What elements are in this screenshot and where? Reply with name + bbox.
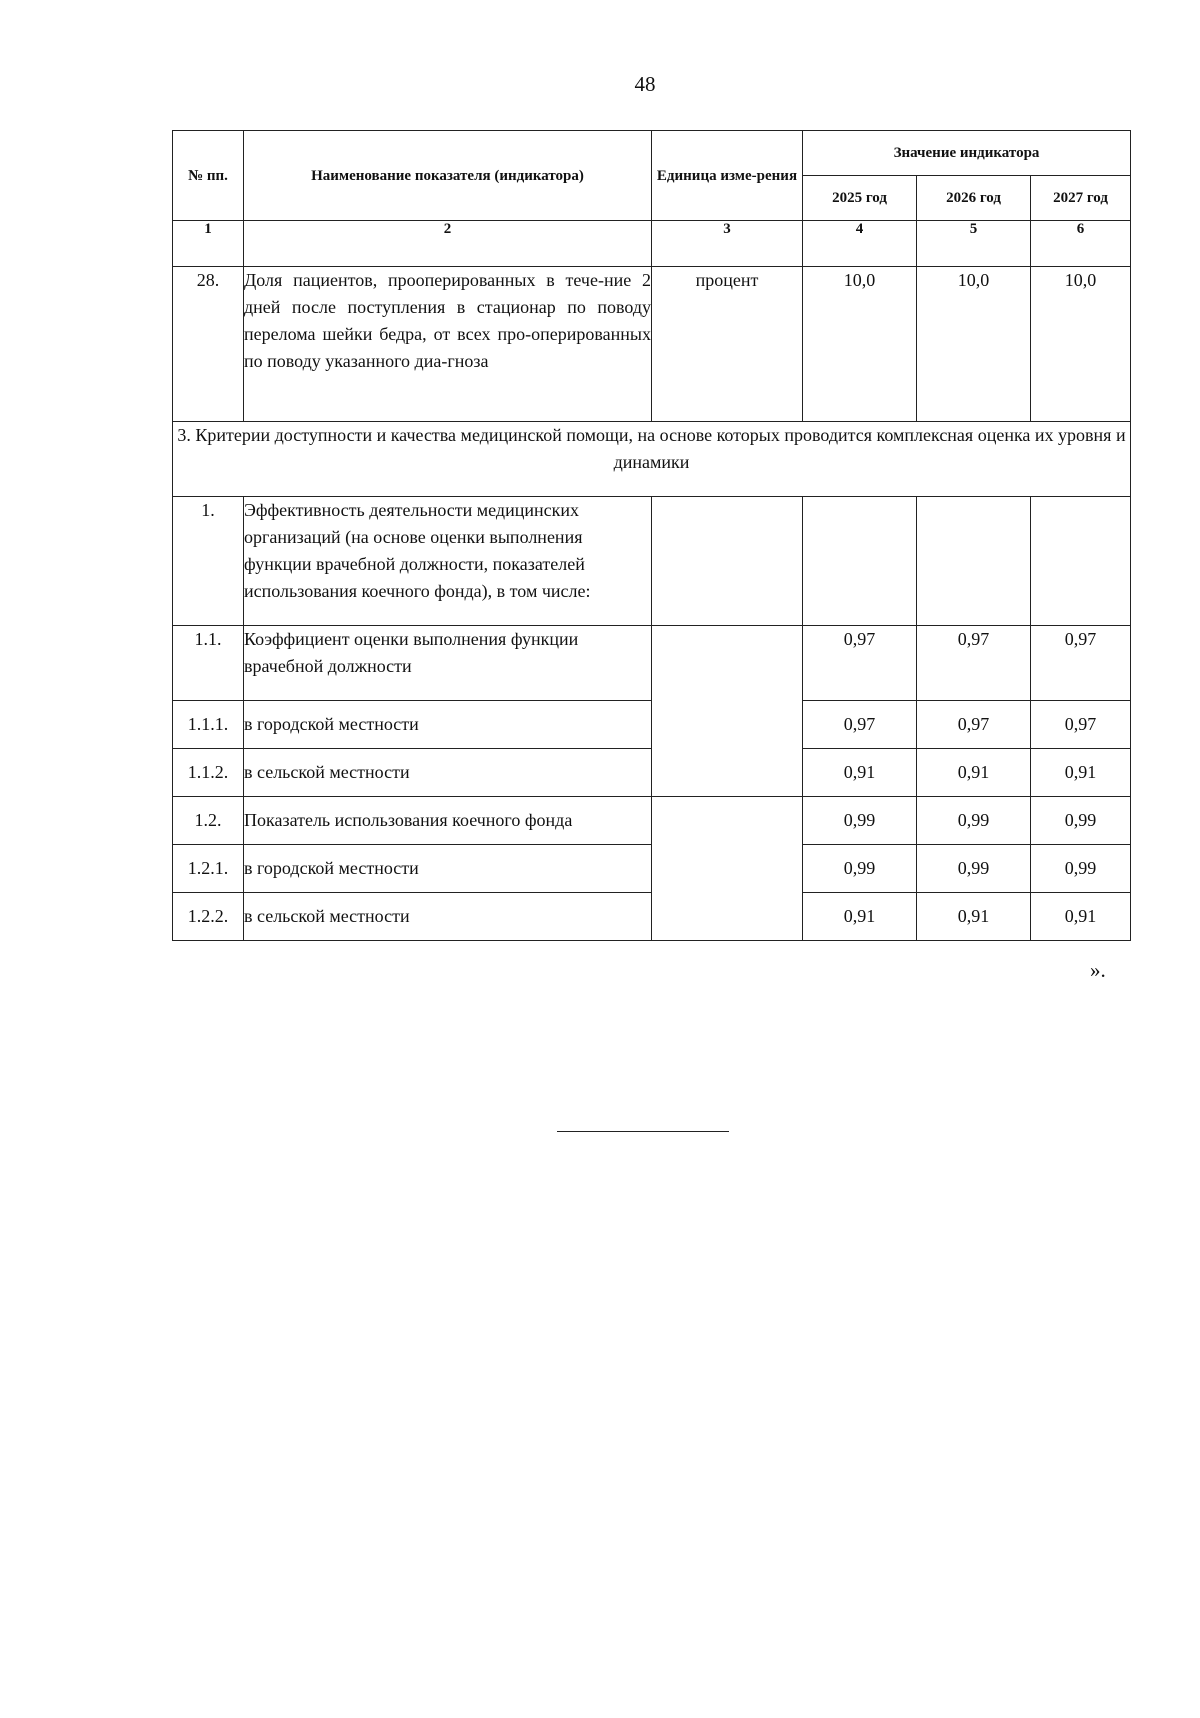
header-number: № пп. bbox=[173, 131, 244, 221]
row-indicator-name: в городской местности bbox=[244, 845, 652, 893]
header-indicator-value: Значение индикатора bbox=[803, 131, 1131, 176]
row-number: 1.1.1. bbox=[173, 701, 244, 749]
row-value-2027: 0,91 bbox=[1031, 893, 1131, 941]
row-value-2025: 0,97 bbox=[803, 701, 917, 749]
column-number: 3 bbox=[652, 221, 803, 267]
header-year-2026: 2026 год bbox=[917, 176, 1031, 221]
column-numbers-row bbox=[173, 221, 1131, 267]
row-value-2026: 0,91 bbox=[917, 749, 1031, 797]
row-value-2026: 0,97 bbox=[917, 701, 1031, 749]
table-row bbox=[173, 797, 1131, 845]
row-value-2027: 0,97 bbox=[1031, 626, 1131, 701]
column-number: 5 bbox=[917, 221, 1031, 267]
row-value-2026: 0,91 bbox=[917, 893, 1031, 941]
row-unit: процент bbox=[652, 267, 803, 422]
header-year-2025: 2025 год bbox=[803, 176, 917, 221]
column-number: 4 bbox=[803, 221, 917, 267]
header-year-2027: 2027 год bbox=[1031, 176, 1131, 221]
row-number: 28. bbox=[173, 267, 244, 422]
closing-quote: ». bbox=[1090, 958, 1106, 982]
row-number: 1.2.2. bbox=[173, 893, 244, 941]
row-unit bbox=[652, 497, 803, 626]
row-unit bbox=[652, 797, 803, 941]
row-value-2025: 0,91 bbox=[803, 749, 917, 797]
row-value-2025: 0,91 bbox=[803, 893, 917, 941]
indicators-table bbox=[172, 130, 1131, 941]
row-number: 1. bbox=[173, 497, 244, 626]
column-number: 6 bbox=[1031, 221, 1131, 267]
row-value-2027: 0,99 bbox=[1031, 797, 1131, 845]
row-number: 1.1. bbox=[173, 626, 244, 701]
section-title: 3. Критерии доступности и качества медицинской помощи, на основе которых проводится комплексная оценка их уровня и динамики bbox=[173, 422, 1131, 497]
row-indicator-name: в сельской местности bbox=[244, 749, 652, 797]
row-indicator-name: в городской местности bbox=[244, 701, 652, 749]
row-value-2025: 10,0 bbox=[803, 267, 917, 422]
end-rule bbox=[557, 1131, 729, 1132]
row-value-2027 bbox=[1031, 497, 1131, 626]
row-value-2027: 10,0 bbox=[1031, 267, 1131, 422]
header-indicator-name: Наименование показателя (индикатора) bbox=[244, 131, 652, 221]
row-indicator-name: в сельской местности bbox=[244, 893, 652, 941]
page-number: 48 bbox=[634, 72, 656, 96]
row-indicator-name: Доля пациентов, прооперированных в тече-ние 2 дней после поступления в стационар по поводу перелома шейки бедра, от всех про-оперированных по поводу указанного диа-гноза bbox=[244, 267, 652, 422]
row-unit bbox=[652, 626, 803, 797]
row-value-2026: 10,0 bbox=[917, 267, 1031, 422]
row-value-2025: 0,99 bbox=[803, 845, 917, 893]
row-number: 1.2.1. bbox=[173, 845, 244, 893]
row-value-2026: 0,99 bbox=[917, 845, 1031, 893]
row-value-2026: 0,97 bbox=[917, 626, 1031, 701]
column-number: 1 bbox=[173, 221, 244, 267]
row-number: 1.1.2. bbox=[173, 749, 244, 797]
row-value-2025: 0,99 bbox=[803, 797, 917, 845]
table-row bbox=[173, 626, 1131, 701]
row-number: 1.2. bbox=[173, 797, 244, 845]
row-value-2025 bbox=[803, 497, 917, 626]
table-row bbox=[173, 497, 1131, 626]
row-indicator-name: Коэффициент оценки выполнения функции врачебной должности bbox=[244, 626, 652, 701]
row-value-2026 bbox=[917, 497, 1031, 626]
column-number: 2 bbox=[244, 221, 652, 267]
row-value-2027: 0,91 bbox=[1031, 749, 1131, 797]
row-value-2025: 0,97 bbox=[803, 626, 917, 701]
row-value-2027: 0,99 bbox=[1031, 845, 1131, 893]
row-indicator-name: Показатель использования коечного фонда bbox=[244, 797, 652, 845]
header-unit: Единица изме-рения bbox=[652, 131, 803, 221]
section-row bbox=[173, 422, 1131, 497]
row-value-2027: 0,97 bbox=[1031, 701, 1131, 749]
table-row bbox=[173, 267, 1131, 422]
row-indicator-name: Эффективность деятельности медицинских организаций (на основе оценки выполнения функции врачебной должности, показателей использования коечного фонда), в том числе: bbox=[244, 497, 652, 626]
row-value-2026: 0,99 bbox=[917, 797, 1031, 845]
